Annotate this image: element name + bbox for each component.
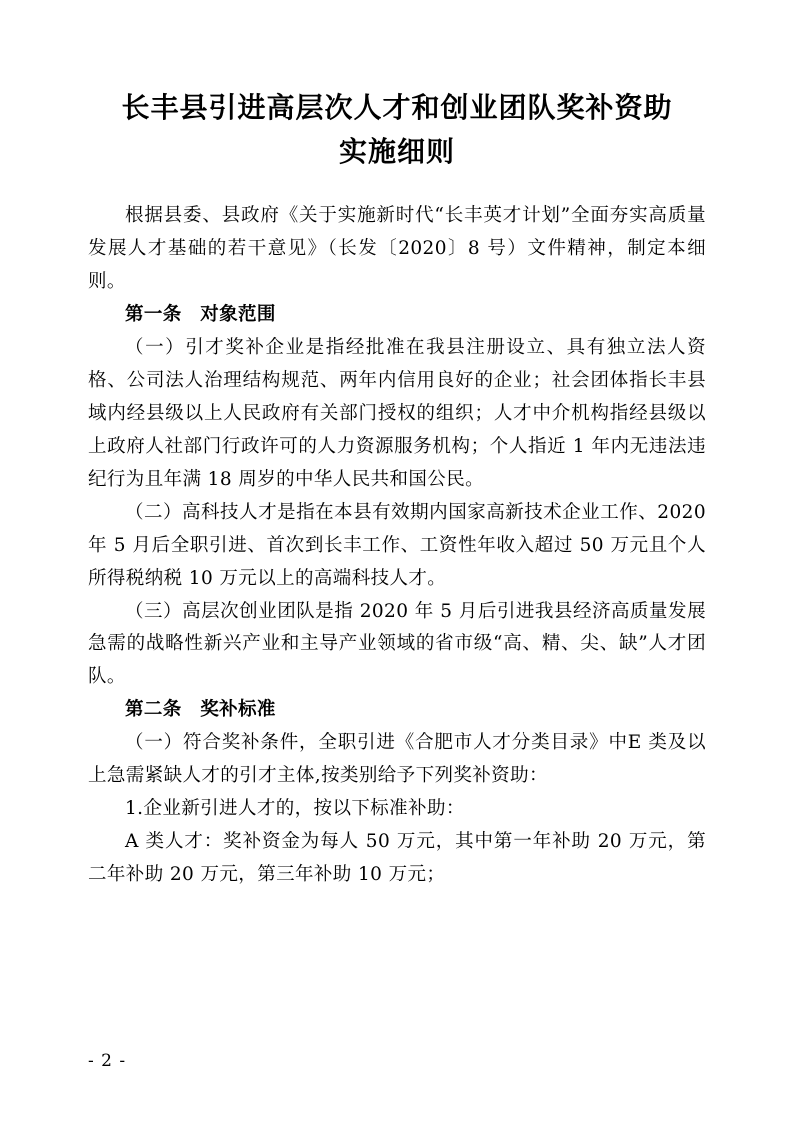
heading-article-2 bbox=[88, 694, 706, 727]
paragraph-1-3: （三）高层次创业团队是指 2020 年 5 月后引进我县经济高质量发展急需的战略性新兴产业和主导产业领域的省市级“高、精、尖、缺”人才团队。 bbox=[88, 600, 706, 688]
document-body bbox=[88, 200, 706, 891]
document-title-line-1: 长丰县引进高层次人才和创业团队奖补资助 bbox=[121, 91, 673, 124]
document-title-line-2: 实施细则 bbox=[338, 135, 455, 169]
paragraph-1-2: （二）高科技人才是指在本县有效期内国家高新技术企业工作、2020 年 5 月后全职引进、首次到长丰工作、工资性年收入超过 50 万元且个人所得税纳税 10 万元以上的高端科技人才。 bbox=[88, 501, 706, 589]
document-title bbox=[88, 86, 706, 174]
heading-article-1-label: 第一条 bbox=[125, 304, 182, 326]
paragraph-2-1-1-a: A 类人才：奖补资金为每人 50 万元，其中第一年补助 20 万元，第二年补助 20 万元，第三年补助 10 万元； bbox=[88, 830, 706, 885]
paragraph-2-1: （一）符合奖补条件，全职引进《合肥市人才分类目录》中E 类及以上急需紧缺人才的引才主体,按类别给予下列奖补资助： bbox=[88, 732, 706, 787]
paragraph-1-1: （一）引才奖补企业是指经批准在我县注册设立、具有独立法人资格、公司法人治理结构规范、两年内信用良好的企业；社会团体指长丰县域内经县级以上人民政府有关部门授权的组织；人才中介机构指经县级以上政府人社部门行政许可的人力资源服务机构；个人指近 1 年内无违法违纪行为且年满 18 周岁的中华人民共和国公民。 bbox=[88, 337, 706, 490]
heading-article-1 bbox=[88, 299, 706, 332]
heading-article-2-title: 奖补标准 bbox=[200, 699, 276, 721]
paragraph-2-1-1: 1.企业新引进人才的，按以下标准补助： bbox=[125, 798, 465, 820]
page-number: - 2 - bbox=[88, 1051, 127, 1071]
paragraph-basis: 根据县委、县政府《关于实施新时代“长丰英才计划”全面夯实高质量发展人才基础的若干意见》（长发〔2020〕8 号）文件精神，制定本细则。 bbox=[88, 205, 706, 293]
heading-article-1-title: 对象范围 bbox=[200, 304, 276, 326]
heading-article-2-label: 第二条 bbox=[125, 699, 182, 721]
